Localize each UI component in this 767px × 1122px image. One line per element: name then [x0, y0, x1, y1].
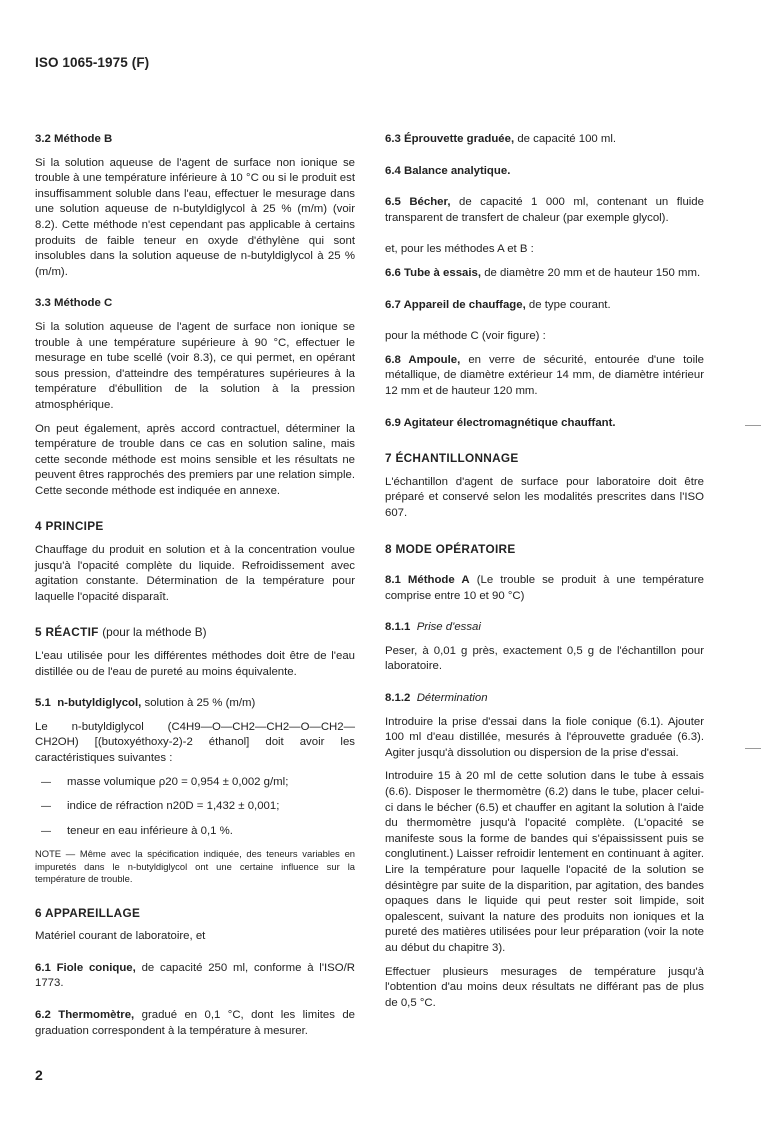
- section-6-1: [35, 961, 355, 992]
- section-6-7-label: 6.7 Appareil de chauffage,: [385, 298, 526, 311]
- section-3-3-heading: 3.3 Méthode C: [35, 297, 113, 310]
- page-number: 2: [35, 1067, 43, 1083]
- section-4-heading: 4 PRINCIPE: [35, 519, 104, 534]
- section-8-1-2-text-2: Introduire 15 à 20 ml de cette solution dans le tube à essais (6.6). Disposer le thermomètre (6.2) dans le tube, placer celui-ci dans le bécher (6.5) et chauffer en agitant la solution à l'aide du thermomètre jusqu'à l'opacité complète. (L'opacité se manifeste sous la forme de bandes qui s'épaississent puis se conglutinent.) Laisser refroidir lentement en continuant à agiter. Lire la température pour laquelle l'opacité de la solution se désintègre par suite de la disparition, par agitation, des bandes opaques dans le liquide qui peut rester soit limpide, soit opalescent, suivant la nature des produits non ioniques et la pureté des matières utilisées pour leur préparation (voir la note au début du chapitre 3).: [385, 770, 704, 954]
- section-8-1-2-text-1: Introduire la prise d'essai dans la fiole conique (6.1). Ajouter 100 ml d'eau distillée, mesurés à l'éprouvette graduée (6.3). Agiter jusqu'à dissolution ou dispersion de la prise d'essai.: [385, 715, 704, 759]
- right-column: [385, 132, 704, 1019]
- section-6-7: [385, 298, 704, 314]
- section-8-1-label: 8.1 Méthode A: [385, 574, 470, 587]
- margin-mark: [745, 425, 761, 426]
- section-6-5-text: de capacité 1 000 ml, contenant un fluide transparent de transfert de chaleur (par exemple glycol).: [385, 196, 704, 224]
- section-6-3: [385, 132, 704, 148]
- section-8-1-2-number: 8.1.2: [385, 692, 411, 705]
- section-6-2: [35, 1008, 355, 1039]
- method-c-text: pour la méthode C (voir figure) :: [385, 330, 546, 343]
- section-5-1-heading: [35, 696, 355, 712]
- section-5-1-formula: Le n-butyldiglycol (C4H9—O—CH2—CH2—O—CH2—CH2OH) [(butoxyéthoxy-2)-2 éthanol] doit avoir les caractéristiques suivantes :: [35, 720, 355, 764]
- section-3-3-text-2: On peut également, après accord contractuel, déterminer la température de trouble dans ce cas en solution saline, mais cette seconde méthode est moins sensible et les résultats ne peuvent êtres rapprochés des premiers par une relation simple. Cette seconde méthode est indiquée en annexe.: [35, 422, 355, 497]
- section-6-2-text: gradué en 0,1 °C, dont les limites de graduation correspondent à la température à mesurer.: [35, 1008, 355, 1037]
- section-5-1-rest: solution à 25 % (m/m): [144, 697, 256, 710]
- section-6-heading: 6 APPAREILLAGE: [35, 905, 141, 920]
- section-6-4-label: 6.4 Balance analytique.: [385, 164, 511, 177]
- section-8-1-1-title: Prise d'essai: [416, 621, 481, 634]
- section-5-text: L'eau utilisée pour les différentes méthodes doit être de l'eau distillée ou de l'eau de pureté au moins équivalente.: [35, 650, 355, 678]
- specification-list: [35, 775, 355, 840]
- section-3-2-text: Si la solution aqueuse de l'agent de surface non ionique se trouble à une température inférieure à 10 °C ou si le produit est insuffisamment soluble dans l'eau, effectuer le mesurage dans une solution aqueuse de n-butyldiglycol à 25 % (m/m) (voir 8.2). Cette méthode n'est cependant pas applicable à certains produits de faible teneur en oxyde d'éthylène qui sont insolubles dans la solution aqueuse de n-butyldiglycol à 25 % (m/m).: [35, 156, 355, 278]
- section-6-9-label: 6.9 Agitateur électromagnétique chauffant.: [385, 416, 616, 429]
- section-7-heading: 7 ÉCHANTILLONNAGE: [385, 451, 519, 466]
- section-5-1-name: n-butyldiglycol,: [57, 697, 142, 710]
- section-8-1: [385, 573, 704, 604]
- section-5-subtitle: (pour la méthode B): [102, 625, 207, 640]
- section-6-8: [385, 353, 704, 400]
- section-7-text: L'échantillon d'agent de surface pour laboratoire doit être préparé et conservé selon les modalités prescrites dans l'ISO 607.: [385, 475, 704, 519]
- section-6-8-text: en verre de sécurité, entourée d'une toile métallique, de diamètre extérieur 14 mm, de diamètre intérieur 12 mm et de hauteur 120 mm.: [385, 353, 704, 397]
- section-6-3-text: de capacité 100 ml.: [517, 133, 617, 145]
- section-8-1-1-number: 8.1.1: [385, 621, 411, 634]
- left-column: [35, 132, 355, 1047]
- section-8-heading: 8 MODE OPÉRATOIRE: [385, 541, 516, 556]
- note-text: NOTE — Même avec la spécification indiquée, des teneurs variables en impuretés dans le n-butyldiglycol ont une certaine influence sur la température de trouble.: [35, 848, 355, 885]
- section-6-5: [385, 195, 704, 226]
- document-id-header: ISO 1065-1975 (F): [35, 55, 150, 70]
- section-3-2-heading: 3.2 Méthode B: [35, 133, 113, 145]
- section-8-1-2-text-3: Effectuer plusieurs mesurages de température jusqu'à l'obtention d'au moins deux résultats ne différant pas de plus de 0,5 °C.: [385, 965, 704, 1009]
- section-6-8-label: 6.8 Ampoule,: [385, 353, 461, 366]
- methods-a-b-text: et, pour les méthodes A et B :: [385, 243, 534, 256]
- specification-item: — teneur en eau inférieure à 0,1 %.: [41, 824, 355, 840]
- section-5-heading: [35, 625, 355, 641]
- margin-mark: [745, 748, 761, 749]
- section-6-6: [385, 266, 704, 282]
- section-6-9: [385, 416, 704, 432]
- section-6-3-label: 6.3 Éprouvette graduée,: [385, 133, 515, 145]
- section-6-4: [385, 164, 704, 180]
- section-8-1-2-heading: [385, 691, 704, 707]
- section-6-7-text: de type courant.: [528, 298, 611, 311]
- section-6-2-label: 6.2 Thermomètre,: [35, 1008, 135, 1021]
- section-6-1-text: de capacité 250 ml, conforme à l'ISO/R 1773.: [35, 961, 356, 990]
- section-6-6-label: 6.6 Tube à essais,: [385, 266, 482, 279]
- section-8-1-text: (Le trouble se produit à une température comprise entre 10 et 90 °C): [385, 574, 704, 602]
- section-8-1-1-text: Peser, à 0,01 g près, exactement 0,5 g de l'échantillon pour laboratoire.: [385, 644, 704, 673]
- section-8-1-1-heading: [385, 620, 704, 636]
- section-5-1-number: 5.1: [35, 697, 51, 710]
- section-4-text: Chauffage du produit en solution et à la concentration voulue jusqu'à l'opacité complète du liquide. Refroidissement avec agitation constante. Détermination de la température pour laquelle l'opacité disparaît.: [35, 544, 355, 603]
- section-5-title: 5 RÉACTIF: [35, 625, 99, 640]
- section-8-1-2-title: Détermination: [416, 692, 488, 705]
- specification-item: — masse volumique ρ20 = 0,954 ± 0,002 g/ml;: [41, 775, 355, 791]
- specification-item: — indice de réfraction n20D = 1,432 ± 0,001;: [41, 799, 355, 815]
- section-6-5-label: 6.5 Bécher,: [385, 196, 451, 209]
- section-3-3-text-1: Si la solution aqueuse de l'agent de surface non ionique se trouble à une température supérieure à 90 °C, effectuer le mesurage en tube scellé (voir 8.3), ce qui permet, en opérant sous pression, d'atteindre des températures supérieures à la température d'ébullition de la solution à la pression atmosphérique.: [35, 320, 355, 411]
- section-6-1-label: 6.1 Fiole conique,: [35, 961, 136, 974]
- section-6-text: Matériel courant de laboratoire, et: [35, 930, 206, 943]
- section-6-6-text: de diamètre 20 mm et de hauteur 150 mm.: [484, 266, 701, 279]
